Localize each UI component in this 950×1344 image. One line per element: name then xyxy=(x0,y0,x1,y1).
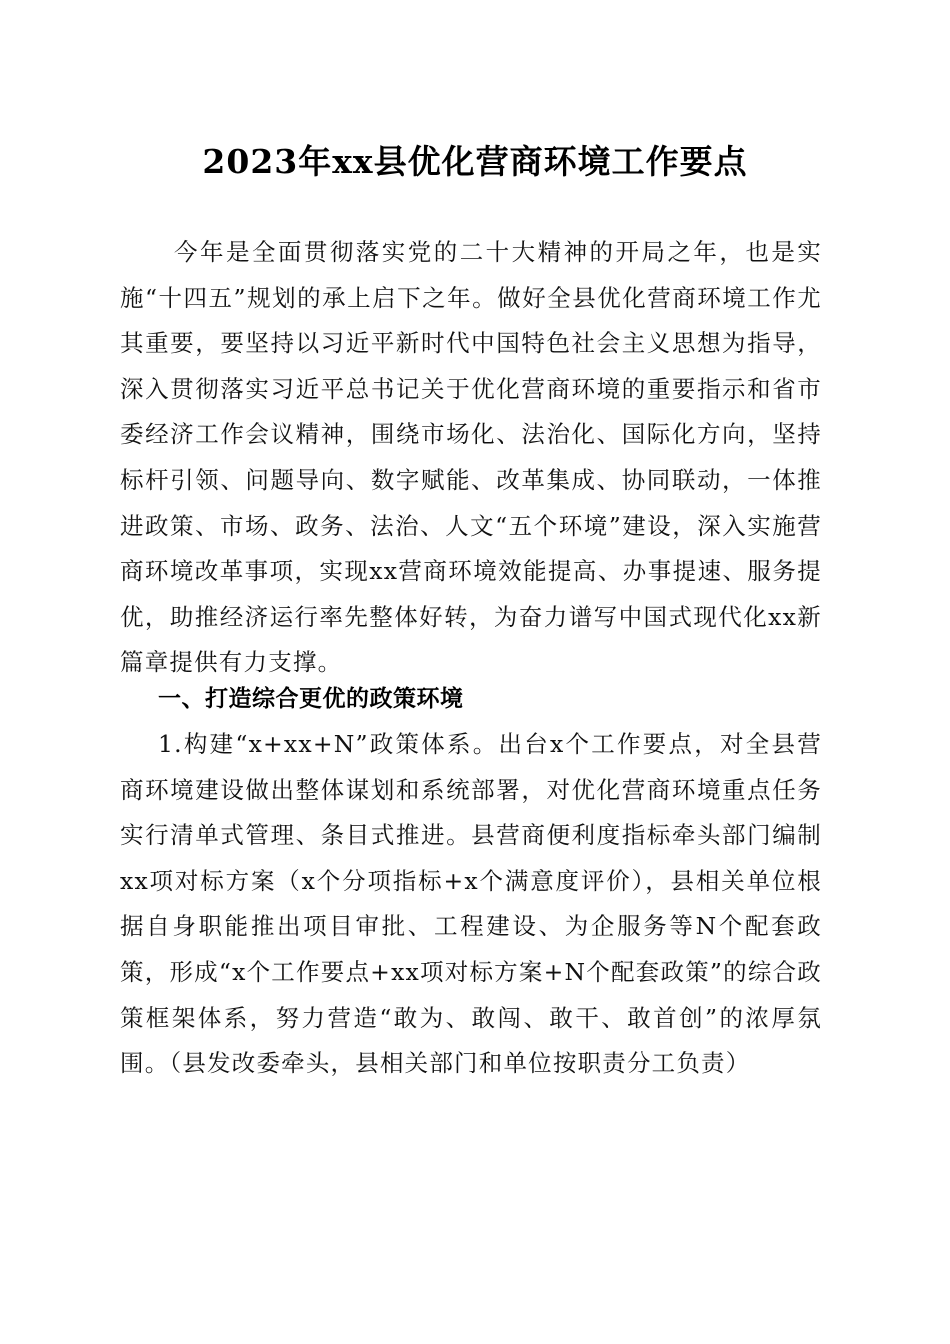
item-1-paragraph xyxy=(120,722,822,1087)
document-title: 2023年xx县优化营商环境工作要点 xyxy=(202,142,748,181)
item-1-text: 1.构建“x+xx+N”政策体系。出台x个工作要点，对全县营商环境建设做出整体谋划和系统部署，对优化营商环境重点任务实行清单式管理、条目式推进。县营商便利度指标牵头部门编制xx项对标方案（x个分项指标+x个满意度评价），县相关单位根据自身职能推出项目审批、工程建设、为企服务等N个配套政策，形成“x个工作要点+xx项对标方案+N个配套政策”的综合政策框架体系，努力营造“敢为、敢闯、敢干、敢首创”的浓厚氛围。（县发改委牵头，县相关部门和单位按职责分工负责） xyxy=(120,730,822,1078)
section-heading-policy-environment: 一、打造综合更优的政策环境 xyxy=(158,686,464,712)
intro-paragraph: 今年是全面贯彻落实党的二十大精神的开局之年，也是实施“十四五”规划的承上启下之年。做好全县优化营商环境工作尤其重要，要坚持以习近平新时代中国特色社会主义思想为指导，深入贯彻落实习近平总书记关于优化营商环境的重要指示和省市委经济工作会议精神，围绕市场化、法治化、国际化方向，坚持标杆引领、问题导向、数字赋能、改革集成、协同联动，一体推进政策、市场、政务、法治、人文“五个环境”建设，深入实施营商环境改革事项，实现xx营商环境效能提高、办事提速、服务提优，助推经济运行率先整体好转，为奋力谱写中国式现代化xx新篇章提供有力支撑。 xyxy=(120,238,822,677)
